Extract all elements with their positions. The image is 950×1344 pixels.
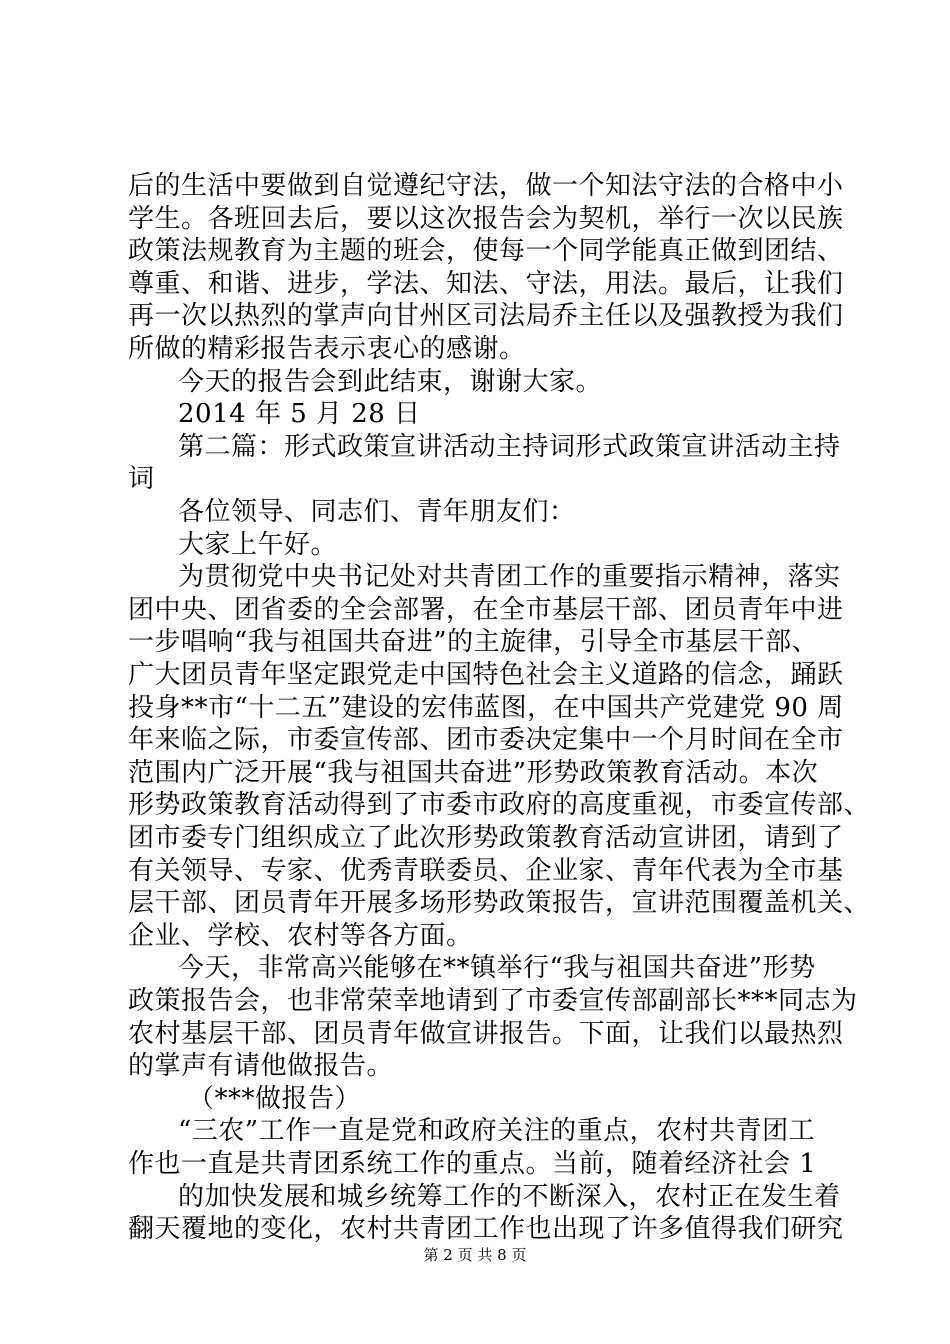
- text-line: 今天，非常高兴能够在**镇举行“我与祖国共奋进”形势: [178, 953, 816, 984]
- text-line: 政策法规教育为主题的班会，使每一个同学能真正做到团结、: [128, 236, 844, 267]
- text-line: 的掌声有请他做报告。: [128, 1051, 394, 1082]
- text-line: 所做的精彩报告表示衷心的感谢。: [128, 334, 526, 364]
- salutation-line: 各位领导、同志们、青年朋友们：: [178, 497, 576, 527]
- text-line: 年来临之际，市委宣传部、团市委决定集中一个月时间在全市: [128, 725, 844, 756]
- date-line: 2014 年 5 月 28 日: [178, 399, 421, 430]
- section-heading-continued: 词: [128, 464, 155, 495]
- text-line: 范围内广泛开展“我与祖国共奋进”形势政策教育活动。本次: [128, 757, 819, 788]
- text-line: 形势政策教育活动得到了市委市政府的高度重视，市委宣传部、: [128, 790, 871, 821]
- greeting-line: 大家上午好。: [178, 529, 338, 560]
- text-line: 有关领导、专家、优秀青联委员、企业家、青年代表为全市基: [128, 855, 844, 886]
- text-line: 尊重、和谐、进步，学法、知法、守法，用法。最后，让我们: [128, 268, 844, 299]
- text-line: 一步唱响“我与祖国共奋进”的主旋律，引导全市基层干部、: [128, 627, 819, 658]
- page-number-footer: 第 2 页 共 8 页: [423, 1246, 527, 1264]
- section-heading: 第二篇：形式政策宣讲活动主持词形式政策宣讲活动主持: [178, 431, 841, 462]
- text-line: 政策报告会，也非常荣幸地请到了市委宣传部副部长***同志为: [128, 986, 858, 1016]
- text-line: 作也一直是共青团系统工作的重点。当前，随着经济社会 1: [128, 1149, 817, 1179]
- text-line: 企业、学校、农村等各方面。: [128, 920, 473, 951]
- text-line: 翻天覆地的变化，农村共青团工作也出现了许多值得我们研究: [128, 1214, 844, 1245]
- text-line: 广大团员青年坚定跟党走中国特色社会主义道路的信念，踊跃: [128, 660, 844, 690]
- text-line: 团中央、团省委的全会部署，在全市基层干部、团员青年中进: [128, 594, 844, 625]
- text-line: 学生。各班回去后，要以这次报告会为契机，举行一次以民族: [128, 203, 844, 234]
- text-line: 的加快发展和城乡统筹工作的不断深入，农村正在发生着: [178, 1181, 841, 1212]
- text-line: （***做报告）: [188, 1083, 362, 1114]
- text-line: 再一次以热烈的掌声向甘州区司法局乔主任以及强教授为我们: [128, 301, 844, 332]
- text-line: 团市委专门组织成立了此次形势政策教育活动宣讲团，请到了: [128, 823, 844, 853]
- text-line: 后的生活中要做到自觉遵纪守法，做一个知法守法的合格中小: [128, 171, 844, 201]
- text-line: “三农”工作一直是党和政府关注的重点，农村共青团工: [178, 1116, 816, 1147]
- text-line: 投身**市“十二五”建设的宏伟蓝图，在中国共产党建党 90 周: [128, 692, 844, 723]
- text-line: 层干部、团员青年开展多场形势政策报告，宣讲范围覆盖机关、: [128, 888, 871, 919]
- text-line: 为贯彻党中央书记处对共青团工作的重要指示精神，落实: [178, 562, 841, 593]
- text-line: 今天的报告会到此结束，谢谢大家。: [178, 366, 603, 397]
- text-line: 农村基层干部、团员青年做宣讲报告。下面，让我们以最热烈: [128, 1018, 844, 1049]
